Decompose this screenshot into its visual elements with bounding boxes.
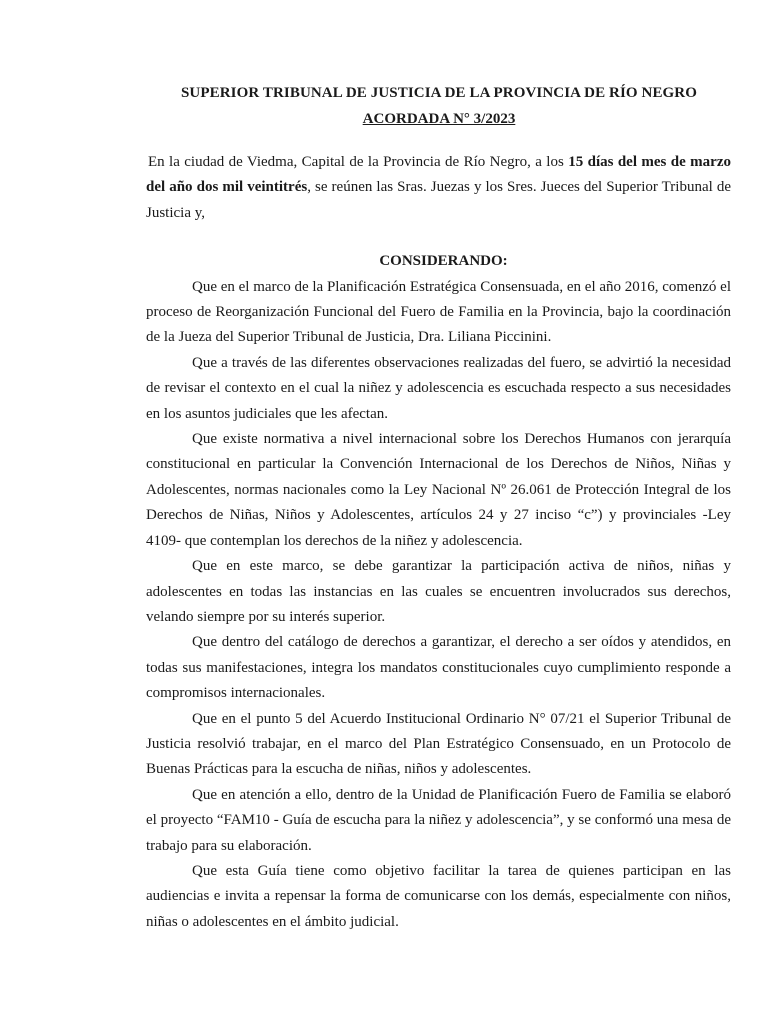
considerando-heading: CONSIDERANDO: — [379, 253, 508, 270]
paragraph-7: Que en atención a ello, dentro de la Unidad de Planificación Fuero de Familia se elaboró el proyecto “FAM10 - Guía de escucha para la niñez y adolescencia”, y se conformó una mesa de trabajo para su elaboración. — [146, 786, 731, 854]
paragraph-1: Que en el marco de la Planificación Estratégica Consensuada, en el año 2016, comenzó el proceso de Reorganización Funcional del Fuero de Familia en la Provincia, bajo la coordinación de la Jueza del Superior Tribunal de Justicia, Dra. Liliana Piccinini. — [146, 278, 731, 346]
document-body — [146, 150, 731, 935]
paragraph-2: Que a través de las diferentes observaciones realizadas del fuero, se advirtió la necesidad de revisar el contexto en el cual la niñez y adolescencia es escuchada respecto a sus necesidades en los asuntos judiciales que les afectan. — [146, 354, 731, 422]
paragraph-5: Que dentro del catálogo de derechos a garantizar, el derecho a ser oídos y atendidos, en todas sus manifestaciones, integra los mandatos constitucionales cuyo cumplimiento responde a compromisos internacionales. — [146, 634, 731, 702]
intro-text-1: En la ciudad de Viedma, Capital de la Provincia de Río Negro, a los — [148, 154, 569, 170]
intro-paragraph — [146, 150, 731, 226]
intro-date: 15 días del mes de marzo del año dos mil veintitrés — [146, 154, 731, 196]
document-title: SUPERIOR TRIBUNAL DE JUSTICIA DE LA PROVINCIA DE RÍO NEGRO — [180, 85, 698, 101]
paragraph-4: Que en este marco, se debe garantizar la participación activa de niños, niñas y adolescentes en todas las instancias en las cuales se encuentren involucrados sus derechos, velando siempre por su interés superior. — [146, 558, 731, 625]
paragraph-8: Que esta Guía tiene como objetivo facilitar la tarea de quienes participan en las audiencias e invita a repensar la forma de comunicarse con los demás, especialmente con niños, niñas o adolescentes en el ámbito judicial. — [146, 862, 731, 930]
paragraph-6: Que en el punto 5 del Acuerdo Institucional Ordinario N° 07/21 el Superior Tribunal de Justicia resolvió trabajar, en el marco del Plan Estratégico Consensuado, en un Protocolo de Buenas Prácticas para la escucha de niñas, niños y adolescentes. — [146, 710, 731, 778]
intro-text-2: , se reúnen las Sras. Juezas y los Sres. Jueces del Superior Tribunal de Justicia y, — [146, 179, 732, 221]
document-subtitle: ACORDADA N° 3/2023 — [362, 111, 516, 127]
paragraph-3: Que existe normativa a nivel internacional sobre los Derechos Humanos con jerarquía constitucional en particular la Convención Internacional de los Derechos de Niños, Niñas y Adolescentes, normas nacionales como la Ley Nacional Nº 26.061 de Protección Integral de los Derechos de Niñas, Niños y Adolescentes, artículos 24 y 27 inciso “c”) y provinciales -Ley 4109- que contemplan los derechos de la niñez y adolescencia. — [146, 431, 731, 549]
